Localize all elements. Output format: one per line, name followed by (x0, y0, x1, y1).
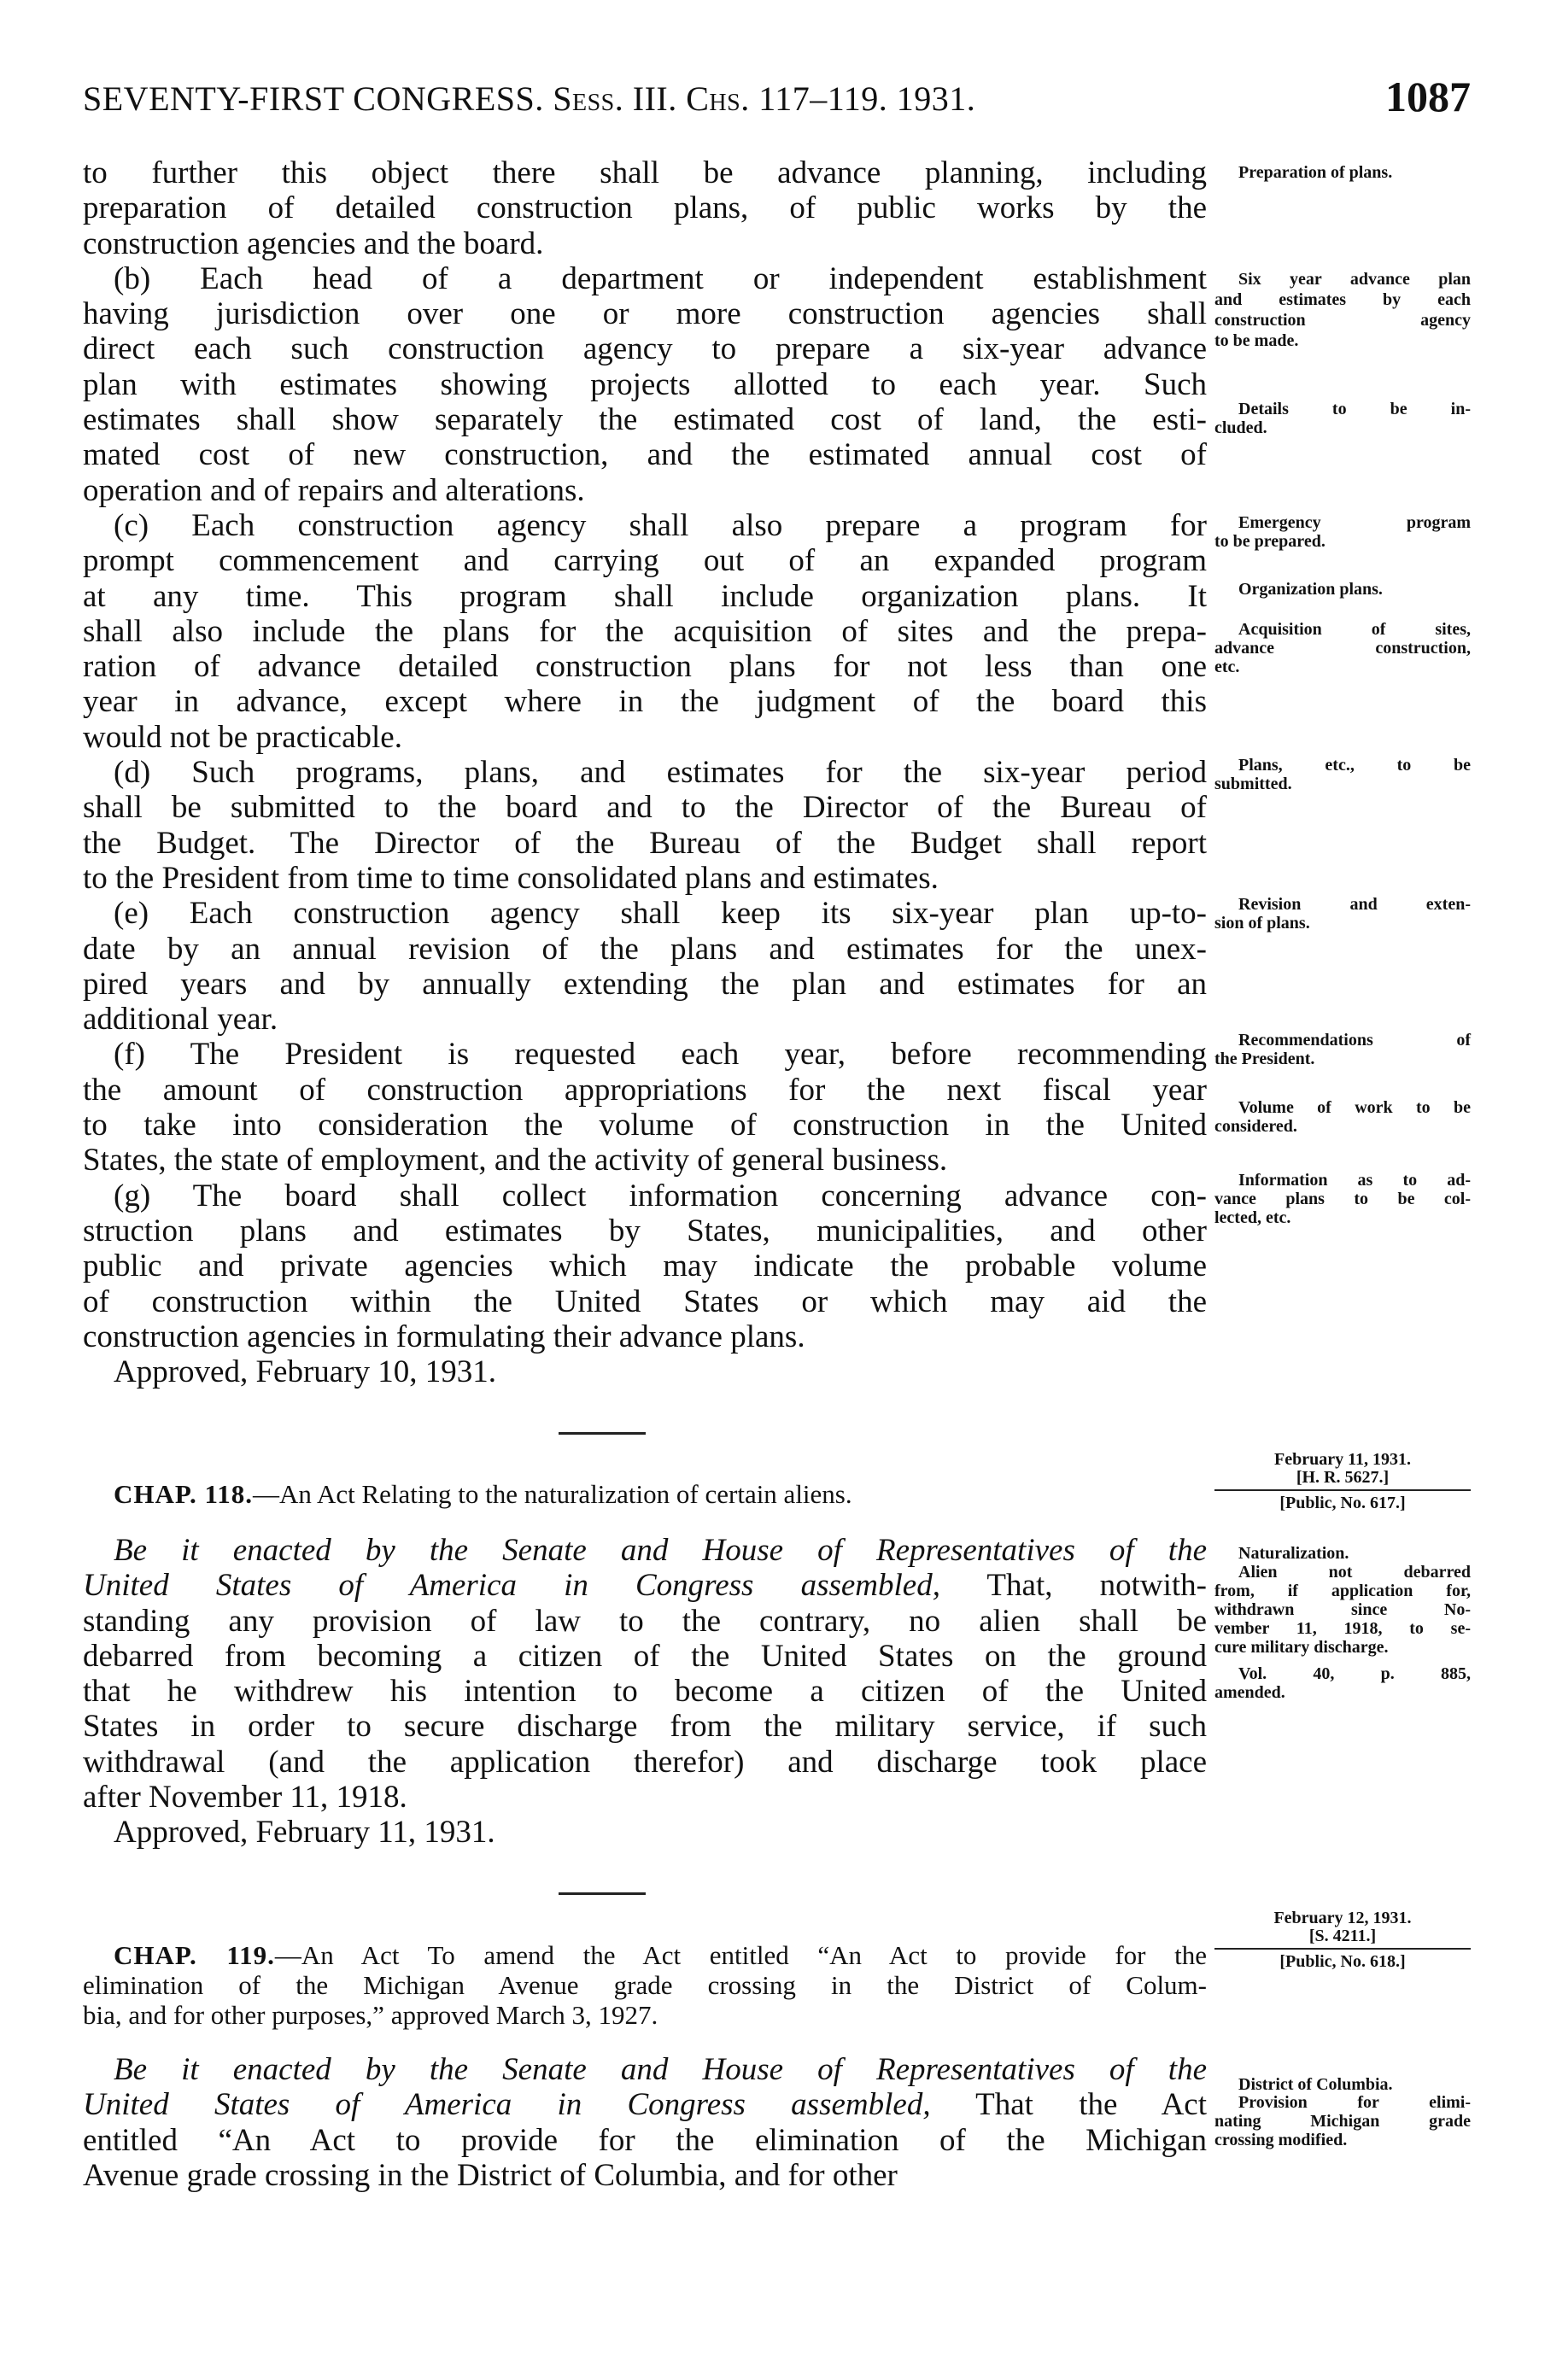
margin-note-line: Alien not debarred (1238, 1563, 1471, 1582)
chapter-119-sidenote (1214, 1909, 1471, 1971)
text-line: construction agencies and the board. (83, 225, 544, 261)
text-line: Approved, February 10, 1931. (114, 1354, 497, 1390)
text-line: date by an annual revision of the plans and estimates for the unex- (83, 931, 1207, 967)
margin-note-acquisition (1214, 620, 1471, 676)
text-line: standing any provision of law to the contrary, no alien shall be (83, 1603, 1207, 1639)
text-line: to take into consideration the volume of construction in the United (83, 1108, 1207, 1143)
margin-note-line: Details to be in- (1238, 400, 1471, 418)
text-line: pired years and by annually extending the plan and estimates for an (83, 966, 1207, 1002)
text-line: Approved, February 11, 1931. (114, 1815, 495, 1851)
margin-note-district (1214, 2075, 1471, 2094)
chapter-118-heading (83, 1479, 1207, 1509)
margin-note-recommendations (1214, 1031, 1471, 1068)
text-line (83, 1568, 1207, 1603)
text-line (83, 1533, 1207, 1568)
margin-note-line: District of Columbia. (1238, 2075, 1393, 2094)
text-line: (b) Each head of a department or independent establishment (114, 260, 1207, 296)
margin-note-line: to be made. (1214, 331, 1299, 350)
text-line: having jurisdiction over one or more construction agencies shall (83, 296, 1207, 332)
margin-note-line: Recommendations of (1238, 1031, 1471, 1050)
margin-note-line: withdrawn since No- (1214, 1600, 1471, 1619)
margin-note-line: construction agency (1214, 311, 1471, 330)
text-line: withdrawal (and the application therefor) and discharge took place (83, 1744, 1207, 1780)
text-line: States in order to secure discharge from the military service, if such (83, 1709, 1207, 1745)
text-line: additional year. (83, 1002, 278, 1038)
text-line: (e) Each construction agency shall keep its six-year plan up-to- (114, 896, 1207, 932)
margin-note-line: amended. (1214, 1683, 1285, 1702)
text-line: year in advance, except where in the judgment of the board this (83, 684, 1207, 720)
text-line: ration of advance detailed construction plans for not less than one (83, 649, 1207, 685)
margin-note-line: Acquisition of sites, (1238, 620, 1471, 639)
italic-text: United States of America in Congress assembled, (83, 2087, 931, 2123)
chapter-118-text (83, 1533, 1207, 1851)
chapter-date: February 11, 1931. (1274, 1450, 1411, 1469)
text-line: prompt commencement and carrying out of an expanded program (83, 543, 1207, 579)
margin-note-alien (1214, 1563, 1471, 1657)
margin-note-volume (1214, 1098, 1471, 1136)
margin-note-line: Information as to ad- (1238, 1171, 1471, 1190)
margin-note-line: Provision for elimi- (1238, 2093, 1471, 2112)
text-line: that he withdrew his intention to become a citizen of the United (83, 1674, 1207, 1710)
margin-note-line: vance plans to be col- (1214, 1190, 1471, 1208)
margin-note-line: nating Michigan grade (1214, 2112, 1471, 2131)
header-chapters: Chs. 117–119. (686, 79, 888, 118)
text-line: States, the state of employment, and the activity of general business. (83, 1143, 948, 1178)
margin-note-emergency (1214, 513, 1471, 551)
chapter-119-heading (83, 1940, 1207, 2030)
margin-note-line: crossing modified. (1214, 2131, 1348, 2149)
text-line (83, 2087, 1207, 2122)
margin-note-line: Plans, etc., to be (1238, 756, 1471, 775)
text-line: bia, and for other purposes,” approved March 3, 1927. (83, 2000, 658, 2030)
text-line: would not be practicable. (83, 719, 402, 755)
margin-note-provision (1214, 2093, 1471, 2149)
text-line: of construction within the United States or which may aid the (83, 1284, 1207, 1319)
margin-note-line: submitted. (1214, 775, 1292, 793)
italic-text: United States of America in Congress assembled, (83, 1568, 940, 1604)
public-law-number: [Public, No. 617.] (1279, 1494, 1406, 1512)
text-line: after November 11, 1918. (83, 1780, 407, 1816)
text-line: the amount of construction appropriations for the next fiscal year (83, 1072, 1207, 1108)
text-line: shall also include the plans for the acquisition of sites and the prepa- (83, 613, 1207, 649)
margin-note-line: Preparation of plans. (1238, 163, 1393, 182)
text-line: construction agencies in formulating their advance plans. (83, 1319, 805, 1354)
chapter-date: February 12, 1931. (1273, 1909, 1412, 1927)
margin-note-line: and estimates by each (1214, 290, 1471, 309)
margin-note-plans (1214, 756, 1471, 793)
page-number: 1087 (1385, 73, 1471, 120)
text-line: at any time. This program shall include organization plans. It (83, 578, 1207, 614)
text-line (83, 1940, 1207, 1970)
margin-note-line: Vol. 40, p. 885, (1238, 1664, 1471, 1683)
italic-text: Be it enacted by the Senate and House of Representatives of the (114, 1533, 1207, 1568)
roman-text: That, notwith- (939, 1568, 1208, 1604)
text-line: debarred from becoming a citizen of the United States on the ground (83, 1638, 1207, 1674)
margin-note-line: sion of plans. (1214, 914, 1310, 933)
text-line: (f) The President is requested each year, before recommending (114, 1037, 1207, 1073)
chapter-number: CHAP. 118. (114, 1479, 254, 1509)
margin-note-line: advance construction, (1214, 639, 1471, 658)
roman-text: That the Act (930, 2087, 1208, 2123)
margin-note-line: Naturalization. (1238, 1544, 1349, 1563)
text-line (83, 2052, 1207, 2087)
text-line: elimination of the Michigan Avenue grade crossing in the District of Colum- (83, 1970, 1207, 2000)
text-line: plan with estimates showing projects allotted to each year. Such (83, 366, 1207, 402)
margin-note-line: Six year advance plan (1238, 270, 1471, 289)
text-line: operation and of repairs and alterations. (83, 472, 585, 508)
margin-note-vol40 (1214, 1664, 1471, 1702)
header-year: 1931. (896, 79, 976, 118)
margin-note-line: from, if application for, (1214, 1582, 1471, 1600)
text-line: shall be submitted to the board and to the Director of the Bureau of (83, 790, 1207, 826)
margin-note-line: the President. (1214, 1050, 1315, 1068)
sidenote-rule (1214, 1489, 1471, 1491)
text-line: entitled “An Act to provide for the elimination of the Michigan (83, 2122, 1207, 2158)
margin-note-preparation (1214, 163, 1471, 182)
section-117-continuation (83, 155, 1207, 1389)
header-session: Sess. III. (553, 79, 677, 118)
public-law-number: [Public, No. 618.] (1279, 1952, 1406, 1971)
chapter-number: CHAP. 119. (114, 1940, 275, 1970)
text-line: to the President from time to time consolidated plans and estimates. (83, 860, 939, 896)
bill-number: [S. 4211.] (1308, 1927, 1377, 1945)
margin-note-line: cluded. (1214, 418, 1267, 437)
margin-note-naturalization (1214, 1544, 1471, 1563)
margin-note-line: to be prepared. (1214, 532, 1326, 551)
sidenote-rule (1214, 1948, 1471, 1950)
text-line: direct each such construction agency to prepare a six-year advance (83, 331, 1207, 367)
text-line: public and private agencies which may indicate the probable volume (83, 1248, 1207, 1284)
margin-note-line: Revision and exten- (1238, 895, 1471, 914)
section-divider (559, 1892, 646, 1895)
text-line: (d) Such programs, plans, and estimates for the six-year period (114, 755, 1207, 791)
margin-note-line: Emergency program (1238, 513, 1471, 532)
chapter-119-text (83, 2052, 1207, 2193)
margin-note-line: etc. (1214, 658, 1240, 676)
chapter-118-sidenote (1214, 1451, 1471, 1512)
text-line: mated cost of new construction, and the estimated annual cost of (83, 437, 1207, 473)
text-line: struction plans and estimates by States, municipalities, and other (83, 1213, 1207, 1248)
margin-note-revision (1214, 895, 1471, 933)
margin-note-six-year (1214, 269, 1471, 351)
margin-note-organization (1214, 580, 1471, 599)
margin-note-information (1214, 1171, 1471, 1227)
text-line: (c) Each construction agency shall also prepare a program for (114, 507, 1207, 543)
margin-note-line: cure military discharge. (1214, 1638, 1389, 1657)
margin-note-line: lected, etc. (1214, 1208, 1291, 1227)
running-header (83, 79, 975, 119)
bill-number: [H. R. 5627.] (1296, 1468, 1390, 1487)
italic-text: Be it enacted by the Senate and House of Representatives of the (114, 2052, 1207, 2087)
text-line: estimates shall show separately the estimated cost of land, the esti- (83, 402, 1207, 438)
header-congress: SEVENTY-FIRST CONGRESS. (83, 79, 544, 118)
text-line: (g) The board shall collect information concerning advance con- (114, 1178, 1207, 1213)
text-line: preparation of detailed construction plans, of public works by the (83, 190, 1207, 226)
text-line: Avenue grade crossing in the District of Columbia, and for other (83, 2157, 898, 2193)
roman-text: —An Act To amend the Act entitled “An Act to provide for the (274, 1940, 1207, 1970)
margin-note-line: Organization plans. (1238, 580, 1383, 599)
margin-note-details (1214, 400, 1471, 437)
text-line: the Budget. The Director of the Bureau of the Budget shall report (83, 825, 1207, 861)
roman-text: —An Act Relating to the naturalization of certain aliens. (253, 1479, 852, 1509)
margin-note-line: Volume of work to be (1238, 1098, 1471, 1117)
section-divider (559, 1432, 646, 1435)
text-line: to further this object there shall be advance planning, including (83, 155, 1207, 190)
text-line (83, 1479, 1207, 1509)
margin-note-line: vember 11, 1918, to se- (1214, 1619, 1471, 1638)
margin-note-line: considered. (1214, 1117, 1297, 1136)
